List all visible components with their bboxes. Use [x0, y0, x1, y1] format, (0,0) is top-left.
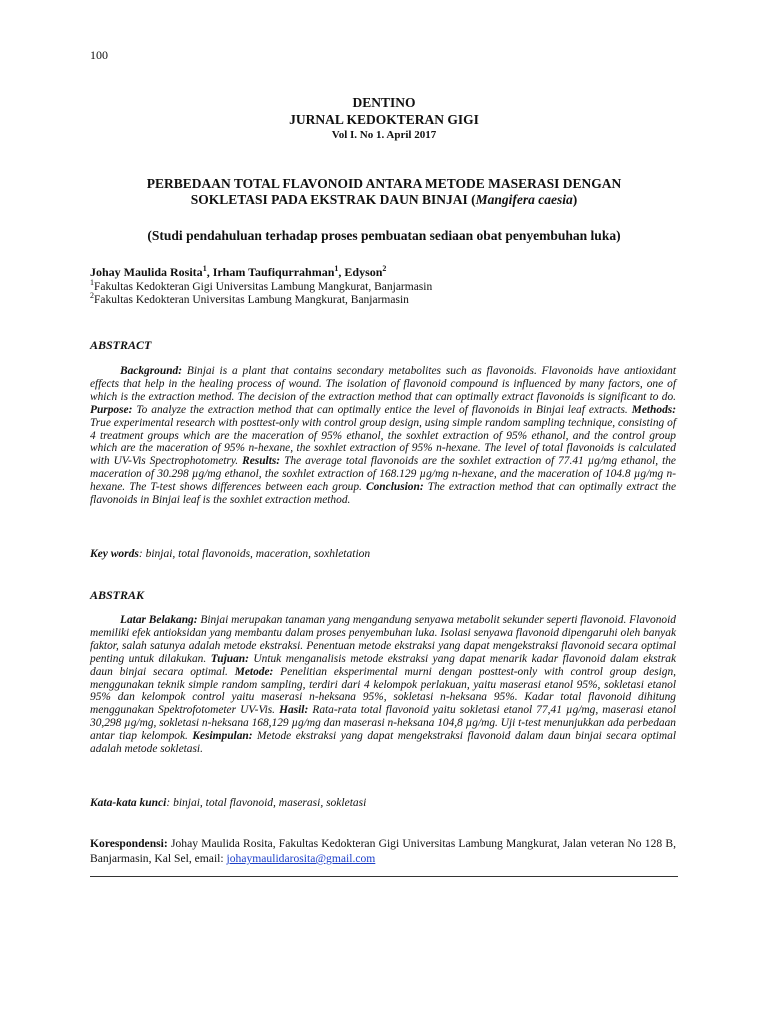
journal-name: DENTINO [352, 95, 416, 110]
keywords-text: : binjai, total flavonoids, maceration, soxhletation [138, 548, 371, 560]
page-number: 100 [90, 48, 108, 62]
methods-label: Methods: [631, 403, 676, 416]
metode-text: Penelitian eksperimental murni dengan posttest-only with control group design, menggunakan teknik simple random sampling, terdiri dari 4 kelompok perlakuan, yaitu maserasi etanol 95%, sokletasi etanol 95% dan kelompok control yaitu maserasi n-heksana 95%, sokletasi n-heksana 95%. Kadar total flavonoid dihitung menggunakan Spektrofotometer UV-Vis. [90, 665, 676, 717]
background-label: Background: [120, 365, 183, 377]
results-label: Results: [242, 455, 281, 468]
affiliation-mark: 1 [90, 278, 94, 288]
author-affiliation-mark: 1 [202, 264, 207, 273]
abstract-paragraph [90, 365, 676, 507]
keywords [90, 548, 370, 560]
affiliation-text: Fakultas Kedokteran Gigi Universitas Lambung Mangkurat, Banjarmasin [94, 281, 433, 293]
abstract-heading: ABSTRACT [90, 338, 152, 352]
kesimpulan-text: Metode ekstraksi yang dapat mengekstraksi flavonoid dalam daun binjai secara optimal adalah metode sokletasi. [90, 730, 676, 756]
title-close: ) [572, 192, 578, 207]
affiliation-2 [90, 291, 409, 306]
affiliation-mark: 2 [90, 291, 94, 301]
latar-belakang-label: Latar Belakang: [120, 614, 198, 626]
title-text: SOKLETASI PADA EKSTRAK DAUN BINJAI ( [190, 192, 476, 207]
latar-belakang-text: Binjai merupakan tanaman yang mengandung senyawa metabolit sekunder seperti flavonoid. Flavonoid memiliki efek antioksidan yang membantu dalam proses penyembuhan luka. Isolasi senyawa flavonoid dipengaruhi oleh banyak faktor, salah satunya adalah metode ekstraksi. Penentuan metode ekstraksi yang dapat mengekstraksi flavonoid secara optimal penting untuk dilakukan. [90, 614, 676, 665]
hasil-text: Rata-rata total flavonoid yaitu sokletasi etanol 77,41 µg/mg, maserasi etanol 30,298 µg/mg, sokletasi n-heksana 168,129 µg/mg dan maserasi n-heksana 104,8 µg/mg. Uji t-test menunjukkan ada perbedaan antar tiap kelompok. [90, 704, 677, 743]
author-list [90, 265, 386, 280]
journal-subtitle: JURNAL KEDOKTERAN GIGI [289, 112, 479, 127]
affiliation-text: Fakultas Kedokteran Universitas Lambung Mangkurat, Banjarmasin [94, 294, 409, 306]
keywords-label: Key words [90, 548, 139, 560]
kata-kunci-label: Kata-kata kunci [90, 797, 167, 809]
correspondence-label: Korespondensi: [90, 837, 168, 850]
abstrak-heading: ABSTRAK [90, 588, 145, 602]
metode-label: Metode: [234, 665, 274, 678]
species-name: Mangifera caesia [475, 192, 573, 207]
kata-kunci [90, 797, 366, 809]
article-title-line1: PERBEDAAN TOTAL FLAVONOID ANTARA METODE MASERASI DENGAN [146, 176, 622, 191]
kata-kunci-text: : binjai, total flavonoid, maserasi, sokletasi [166, 797, 367, 809]
kesimpulan-label: Kesimpulan: [192, 730, 253, 743]
email-link[interactable]: johaymaulidarosita@gmail.com [226, 852, 376, 865]
article-subtitle: (Studi pendahuluan terhadap proses pembuatan sediaan obat penyembuhan luka) [147, 228, 621, 243]
correspondence [90, 836, 676, 866]
author-affiliation-mark: 1 [334, 264, 339, 273]
journal-volume: Vol I. No 1. April 2017 [331, 129, 437, 141]
tujuan-text: Untuk menganalisis metode ekstraksi yang dapat menarik kadar flavonoid dalam ekstrak daun binjai secara optimal. [90, 652, 676, 678]
conclusion-label: Conclusion: [366, 481, 424, 494]
abstrak-paragraph [90, 614, 676, 756]
purpose-text: To analyze the extraction method that can optimally entice the level of flavonoids in Binjai leaf extracts. [132, 403, 632, 416]
tujuan-label: Tujuan: [210, 652, 249, 665]
author-name: , Edyson [338, 265, 383, 279]
affiliation-1 [90, 278, 433, 293]
background-text: Binjai is a plant that contains secondary metabolites such as flavonoids. Flavonoids have antioxidant effects that help in the healing process of wound. The isolation of flavonoid compound is influenced by many factors, one of which is the extraction method. The decision of the extraction method that can optimally extract flavonoids is significant to do. [90, 365, 676, 403]
author-affiliation-mark: 2 [382, 264, 387, 273]
author-name: Johay Maulida Rosita [90, 265, 203, 279]
purpose-label: Purpose: [90, 403, 133, 416]
correspondence-text: Johay Maulida Rosita, Fakultas Kedokteran Gigi Universitas Lambung Mangkurat, Jalan veteran No 128 B, Banjarmasin, Kal Sel, email: [90, 837, 676, 865]
results-text: The average total flavonoids are the soxhlet extraction of 77.41 µg/mg ethanol, the maceration of 30.298 µg/mg ethanol, the soxhlet extraction of 168.129 µg/mg n-hexane, and the maceration of 104.8 µg/mg n-hexane. The T-test shows differences between each group. [90, 455, 676, 494]
hasil-label: Hasil: [279, 704, 309, 717]
methods-text: True experimental research with posttest-only with control group design, using simple random sampling technique, consisting of 4 treatment groups which are the maceration of 95% ethanol, the soxhlet extraction of 95% ethanol, and the control group which are the maceration of 95% n-hexane, the soxhlet extraction of 95% n-hexane. The level of total flavonoids is calculated with UV-Vis Spectrophotometry. [90, 416, 676, 468]
conclusion-text: The extraction method that can optimally extract the flavonoids in Binjai leaf is the soxhlet extraction method. [90, 481, 677, 507]
article-title-line2 [0, 192, 768, 208]
footer-divider [90, 876, 678, 877]
author-name: , Irham Taufiqurrahman [206, 265, 335, 279]
